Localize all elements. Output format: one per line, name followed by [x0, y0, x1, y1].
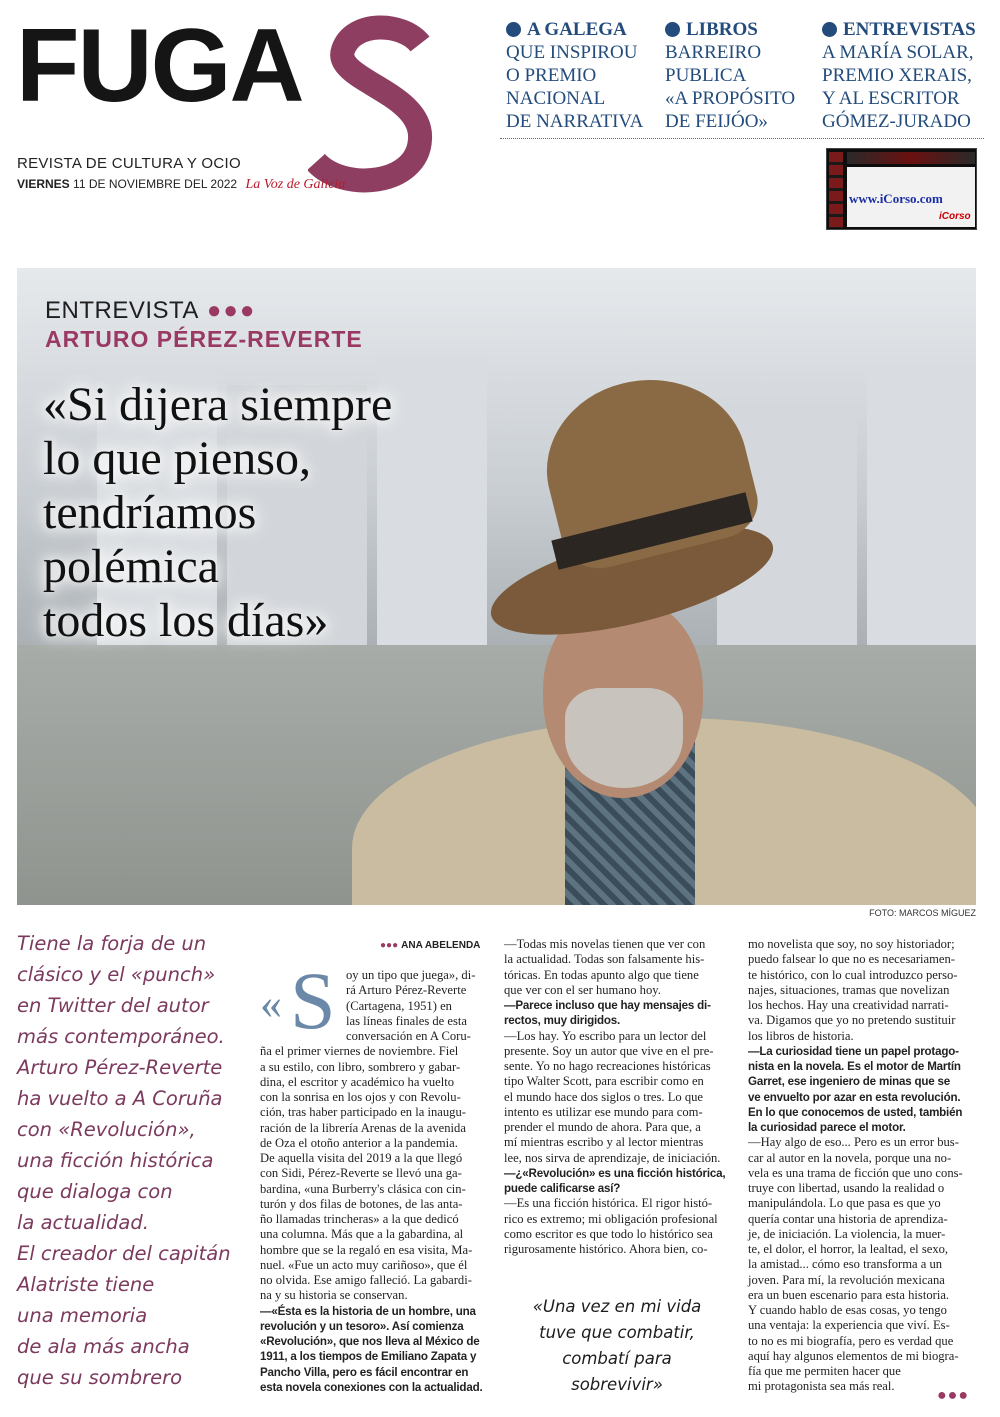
brand-logo[interactable]: La Voz de Galicia — [245, 177, 346, 192]
ad-url[interactable]: www.iCorso.com — [849, 191, 943, 206]
question-line: —«Ésta es la historia de un hombre, una — [260, 1304, 476, 1318]
body-line: los libros de historia. — [748, 1028, 854, 1043]
teaser-line: QUE INSPIROU — [506, 42, 638, 63]
body-line: fía que me permiten hacer que — [748, 1364, 901, 1378]
body-line: los hechos. Hay una creatividad narrati- — [748, 998, 949, 1012]
lede-line: en Twitter del autor — [17, 994, 209, 1017]
question-line: —Parece incluso que hay mensajes di- — [504, 999, 711, 1012]
lede-line: El creador del capitán — [17, 1242, 231, 1265]
lede-line: Tiene la forja de un — [17, 932, 207, 955]
question-line: la curiosidad parece el motor. — [748, 1121, 906, 1134]
byline — [380, 940, 480, 951]
body-line: rigurosamente histórico. Ahora bien, co- — [504, 1242, 708, 1256]
body-line: rico es extremo; mi obligación profesional — [504, 1211, 718, 1226]
body-line: intento es utilizar ese mundo para com- — [504, 1104, 703, 1119]
body-line: dina, el escritor y académico ha vuelto — [260, 1074, 455, 1089]
lede-line: una ficción histórica — [17, 1149, 214, 1172]
body-line: turón y dos filas de botones, de las anta- — [260, 1196, 463, 1211]
headline-line: todos los días» — [43, 594, 329, 647]
lede-line: más contemporáneo. — [17, 1025, 225, 1048]
question-line: «Revolución», que nos lleva al México de — [260, 1335, 480, 1348]
teaser-line: PREMIO XERAIS, — [822, 65, 972, 86]
logo-wordmark: FUGA — [16, 8, 303, 124]
logo-s-letter — [308, 14, 438, 204]
end-mark: ●●● — [937, 1387, 969, 1404]
body-line: la amistad... cómo eso transforma a un — [748, 1257, 943, 1272]
body-line: hombre que se la regaló en esa visita, Ma- — [260, 1242, 473, 1257]
body-line: sente. Yo no hago recreaciones históricas — [504, 1059, 711, 1073]
body-line: quería contar una historia de aprendiza- — [748, 1211, 948, 1226]
ad-banner — [847, 152, 975, 164]
question-line: Garret, ese ingeniero de minas que se — [748, 1075, 951, 1089]
photo-credit: FOTO: MARCOS MÍGUEZ — [869, 908, 976, 918]
byline-dots: ●●● — [380, 940, 399, 951]
bullet-dot-icon — [665, 22, 680, 37]
body-line: je, de iniciación. La violencia, la muer- — [748, 1226, 946, 1241]
section-label: ENTREVISTA ●●● — [45, 297, 257, 324]
pull-quote-line: combatí para — [562, 1349, 672, 1368]
lede-line: Arturo Pérez-Reverte — [17, 1056, 223, 1079]
body-line: na y su historia se conservan. — [260, 1288, 408, 1303]
body-line: mí mientras escribo y al lector mientras — [504, 1135, 704, 1150]
pull-quote-line: tuve que combatir, — [539, 1323, 695, 1342]
body-line: presente. Soy un autor que vive en el pre- — [504, 1043, 714, 1058]
body-line: (Cartagena, 1951) en — [346, 998, 452, 1013]
question-line: rectos, muy dirigidos. — [504, 1014, 621, 1028]
body-line: no olvida. Ese amigo falleció. La gabardi- — [260, 1273, 472, 1287]
question-line: —La curiosidad tiene un papel protago- — [748, 1044, 959, 1058]
body-line: ño llamadas trincheras» a la que dedicó — [260, 1212, 459, 1226]
body-line: te histórico, con lo cual introduzco perso- — [748, 967, 958, 982]
body-line: —Es una ficción histórica. El rigor histó- — [504, 1196, 713, 1211]
lede-line: con «Revolución», — [17, 1118, 196, 1141]
body-line: puedo falsear lo que no es necesariamen- — [748, 952, 956, 967]
question-line: puede calificarse así? — [504, 1182, 621, 1195]
headline-line: «Si dijera siempre — [43, 378, 393, 431]
article-column-3 — [748, 937, 980, 1395]
pull-quote-line: «Una vez en mi vida — [532, 1297, 702, 1316]
headline — [43, 378, 513, 648]
tagline: REVISTA DE CULTURA Y OCIO — [17, 155, 241, 172]
question-line: En lo que conocemos de usted, también — [748, 1105, 963, 1119]
drop-cap-letter: S — [290, 955, 336, 1046]
question-line: 1911, a los tiempos de Emiliano Zapata y — [260, 1350, 477, 1364]
headline-line: tendríamos — [43, 486, 257, 539]
lede-line: de ala más ancha — [17, 1335, 190, 1358]
teaser-line: DE NARRATIVA — [506, 111, 644, 132]
headline-line: polémica — [43, 540, 219, 593]
body-line: las líneas finales de esta — [346, 1013, 467, 1028]
date-text: 11 DE NOVIEMBRE DEL 2022 — [73, 177, 238, 191]
body-line: to no es mi biografía, pero es verdad que — [748, 1333, 954, 1348]
question-line: esta novela conexiones con la actualidad. — [260, 1380, 483, 1394]
section-dots: ●●● — [206, 297, 257, 324]
lede-line: una memoria — [17, 1304, 148, 1327]
lede-line: Alatriste tiene — [17, 1273, 155, 1296]
teaser-line: Y AL ESCRITOR — [822, 88, 960, 109]
body-line: car al autor en la novela, porque una no- — [748, 1150, 952, 1165]
teaser-kicker: LIBROS — [686, 19, 758, 40]
body-line: con Sidi, Pérez-Reverte se llevó una ga- — [260, 1166, 462, 1181]
article-column-1 — [260, 968, 490, 1395]
body-line: aquí hay algunos elementos de mi biogra- — [748, 1348, 959, 1363]
body-line: con la sonrisa en los ojos y con Revolu- — [260, 1090, 461, 1104]
body-line: Y cuando hablo de esas cosas, yo tengo — [748, 1303, 947, 1317]
body-line: de Oza el otoño anterior a la pandemia. — [260, 1135, 458, 1150]
body-line: lee, nos sirva de aprendizaje, de iniciación. — [504, 1150, 721, 1165]
teaser-line: A MARÍA SOLAR, — [822, 42, 974, 63]
dateline — [17, 177, 345, 193]
body-line: a su estilo, con libro, sombrero y gabar- — [260, 1059, 461, 1074]
question-line: nista en la novela. Es el motor de Martín — [748, 1060, 961, 1073]
body-line: joven. Para mí, la revolución mexicana — [748, 1272, 945, 1287]
headline-line: lo que pienso, — [43, 432, 311, 485]
body-line: —Hay algo de eso... Pero es un error bus- — [748, 1135, 959, 1150]
body-line: va. Digamos que yo no pretendo sustituir — [748, 1013, 956, 1028]
bullet-dot-icon — [506, 22, 521, 37]
body-line: —Todas mis novelas tienen que ver con — [504, 937, 706, 951]
body-line: conversación en A Coru- — [346, 1029, 471, 1043]
teaser-kicker: A GALEGA — [527, 19, 627, 40]
pull-quote — [508, 1294, 726, 1398]
teaser-line: O PREMIO — [506, 65, 597, 86]
body-line: que ver con el ser humano hoy. — [504, 982, 661, 997]
body-line: una ventaja: la experiencia que viví. Es- — [748, 1318, 950, 1333]
body-line: nuel. «Fue un acto muy cariñoso», que él — [260, 1257, 468, 1272]
body-line: ración de la librería Arenas de la avenida — [260, 1120, 466, 1135]
body-line: mi protagonista sea más real. — [748, 1379, 895, 1394]
body-line: tóricas. En todas apunto algo que tiene — [504, 967, 699, 982]
teaser-line: «A PROPÓSITO — [665, 88, 796, 109]
body-line: —Los hay. Yo escribo para un lector del — [504, 1028, 707, 1043]
body-line: como escritor es que todo lo histórico sea — [504, 1226, 713, 1241]
body-line: la actualidad. Todas son falsamente his- — [504, 952, 705, 967]
body-line: rá Arturo Pérez-Reverte — [346, 983, 467, 998]
teaser-line: NACIONAL — [506, 88, 606, 109]
ad-sidebar — [829, 152, 843, 228]
icorso-ad[interactable] — [826, 148, 977, 230]
body-line: era un buen escenario para esta historia. — [748, 1287, 950, 1302]
body-line: tipo Walter Scott, para escribir como en — [504, 1074, 704, 1089]
body-line: truye con libertad, usando la realidad o — [748, 1181, 945, 1195]
question-line: revolución y un tesoro». Así comienza — [260, 1319, 464, 1333]
lede-line: ha vuelto a A Coruña — [17, 1087, 223, 1110]
bullet-dot-icon — [822, 22, 837, 37]
teaser-line: GÓMEZ-JURADO — [822, 111, 971, 132]
article-column-2 — [504, 937, 734, 1257]
teaser-divider — [500, 138, 984, 139]
question-line: ve envuelto por azar en esta revolución. — [748, 1090, 961, 1104]
drop-cap-quote: « — [260, 979, 282, 1028]
teaser-a-galega[interactable] — [506, 18, 643, 133]
body-line: ña el primer viernes de noviembre. Fiel — [260, 1044, 459, 1059]
question-line: —¿«Revolución» es una ficción histórica, — [504, 1166, 726, 1180]
body-line: mo novelista que soy, no soy historiador; — [748, 937, 955, 951]
teaser-kicker: ENTREVISTAS — [843, 19, 976, 40]
teaser-line: PUBLICA — [665, 65, 747, 86]
lede — [17, 928, 245, 1393]
author-name: ANA ABELENDA — [401, 940, 481, 951]
portrait-beard — [565, 688, 683, 788]
body-line: una columna. Más que a la gabardina, al — [260, 1227, 464, 1242]
lede-line: clásico y el «punch» — [17, 963, 216, 986]
lede-line: la actualidad. — [17, 1211, 149, 1234]
body-line: oy un tipo que juega», di- — [346, 968, 476, 982]
teaser-line: DE FEIJÓO» — [665, 111, 768, 132]
lede-line: que su sombrero — [17, 1366, 183, 1389]
body-line: te, el dolor, el horror, la lealtad, el sexo, — [748, 1242, 949, 1256]
body-line: De aquella visita del 2019 a la que llegó — [260, 1151, 463, 1165]
teaser-line: BARREIRO — [665, 42, 762, 63]
body-line: vela es una trama de ficción que uno cons- — [748, 1165, 963, 1180]
body-line: ción, tras haber participado en la inaugu- — [260, 1105, 466, 1120]
interviewee-name: ARTURO PÉREZ-REVERTE — [45, 326, 363, 352]
body-line: prender el mundo de ahora. Para que, a — [504, 1120, 701, 1134]
date-day: VIERNES — [17, 177, 70, 191]
body-line: manipulándola. Lo que pasa es que yo — [748, 1196, 941, 1211]
lede-line: que dialoga con — [17, 1180, 173, 1203]
body-line: najes, situaciones, tramas que novelizan — [748, 982, 950, 997]
ad-brand: iCorso — [939, 211, 971, 222]
teaser-entrevistas[interactable] — [822, 18, 976, 133]
body-line: el mundo hace dos siglos o tres. Lo que — [504, 1089, 704, 1104]
question-line: Pancho Villa, pero es fácil encontrar en — [260, 1365, 469, 1379]
body-line: bardina, «una Burberry's clásica con cin- — [260, 1181, 466, 1196]
pull-quote-line: sobrevivir» — [571, 1375, 663, 1394]
teaser-libros[interactable] — [665, 18, 795, 133]
